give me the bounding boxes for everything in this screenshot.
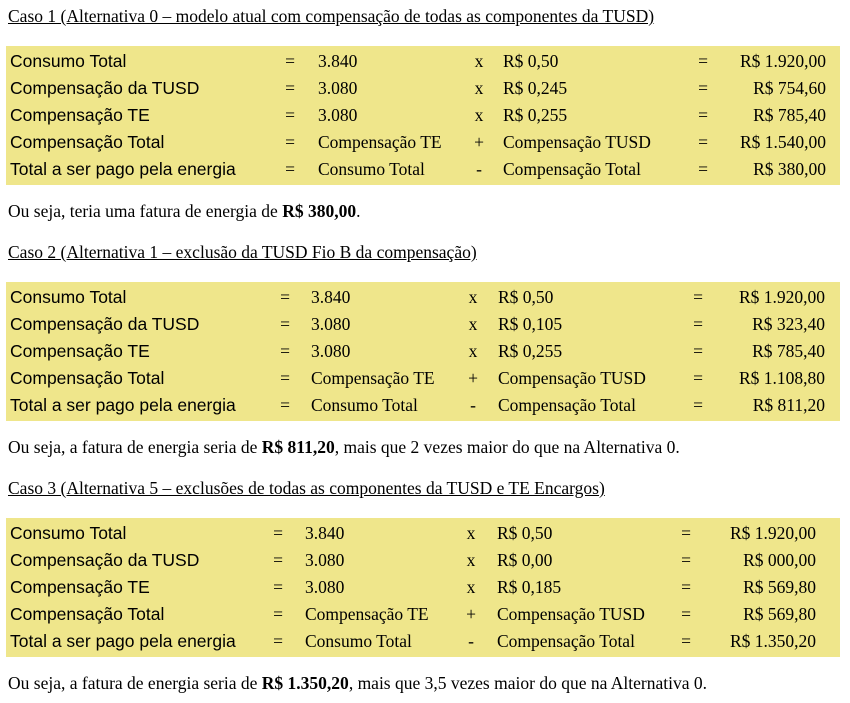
calculation-row bbox=[6, 75, 840, 102]
operand-a: 3.080 bbox=[305, 577, 345, 597]
result-value: R$ 785,40 bbox=[752, 341, 825, 361]
equals-sign: = bbox=[681, 523, 691, 543]
operand-a: Compensação TE bbox=[305, 604, 429, 624]
equals-sign: = bbox=[698, 159, 708, 179]
operand-b: Compensação TUSD bbox=[498, 368, 646, 388]
operand-b: R$ 0,245 bbox=[503, 78, 568, 98]
summary-paragraph bbox=[8, 201, 360, 222]
row-label: Consumo Total bbox=[10, 51, 127, 71]
operator: + bbox=[466, 604, 476, 624]
summary-amount: R$ 380,00 bbox=[282, 201, 357, 221]
result-value: R$ 1.350,20 bbox=[729, 631, 816, 651]
summary-text: Ou seja, a fatura de energia seria de bbox=[8, 673, 262, 693]
calculation-row bbox=[6, 102, 840, 129]
calculation-row bbox=[6, 284, 840, 311]
operand-b: Compensação Total bbox=[498, 395, 636, 415]
equals-sign: = bbox=[280, 395, 290, 415]
equals-sign: = bbox=[273, 523, 283, 543]
equals-sign: = bbox=[681, 604, 691, 624]
row-label: Consumo Total bbox=[10, 523, 127, 543]
row-label: Consumo Total bbox=[10, 287, 127, 307]
operand-b: R$ 0,50 bbox=[498, 287, 554, 307]
operand-a: Consumo Total bbox=[318, 159, 425, 179]
operator: x bbox=[466, 550, 476, 570]
row-label: Compensação TE bbox=[10, 577, 150, 597]
equals-sign: = bbox=[273, 604, 283, 624]
row-label: Total a ser pago pela energia bbox=[10, 631, 236, 651]
operator: - bbox=[470, 395, 476, 415]
equals-sign: = bbox=[285, 132, 295, 152]
equals-sign: = bbox=[285, 78, 295, 98]
calculation-row bbox=[6, 392, 840, 419]
operator: x bbox=[466, 523, 476, 543]
operand-a: 3.840 bbox=[311, 287, 351, 307]
result-value: R$ 1.920,00 bbox=[739, 51, 826, 71]
summary-text: . bbox=[356, 201, 361, 221]
calculation-row bbox=[6, 48, 840, 75]
calculation-row bbox=[6, 574, 840, 601]
operand-a: 3.080 bbox=[305, 550, 345, 570]
operator: x bbox=[474, 105, 484, 125]
operand-b: Compensação TUSD bbox=[497, 604, 645, 624]
row-label: Compensação da TUSD bbox=[10, 550, 200, 570]
operand-a: Compensação TE bbox=[311, 368, 435, 388]
summary-text: Ou seja, a fatura de energia seria de bbox=[8, 437, 262, 457]
result-value: R$ 811,20 bbox=[752, 395, 825, 415]
row-label: Total a ser pago pela energia bbox=[10, 395, 236, 415]
operator: x bbox=[474, 78, 484, 98]
operator: x bbox=[468, 287, 478, 307]
summary-amount: R$ 811,20 bbox=[261, 437, 335, 457]
calculation-row bbox=[6, 547, 840, 574]
result-value: R$ 785,40 bbox=[753, 105, 826, 125]
equals-sign: = bbox=[693, 287, 703, 307]
operand-a: Consumo Total bbox=[311, 395, 418, 415]
calculation-row bbox=[6, 601, 840, 628]
equals-sign: = bbox=[273, 577, 283, 597]
summary-text: Ou seja, teria uma fatura de energia de bbox=[8, 201, 283, 221]
row-label: Total a ser pago pela energia bbox=[10, 159, 236, 179]
result-value: R$ 754,60 bbox=[753, 78, 826, 98]
equals-sign: = bbox=[698, 132, 708, 152]
row-label: Compensação Total bbox=[10, 604, 165, 624]
operand-b: R$ 0,50 bbox=[503, 51, 559, 71]
equals-sign: = bbox=[285, 51, 295, 71]
operator: x bbox=[466, 577, 476, 597]
calculation-row bbox=[6, 520, 840, 547]
calculation-row bbox=[6, 628, 840, 655]
equals-sign: = bbox=[698, 105, 708, 125]
calculation-row bbox=[6, 338, 840, 365]
operand-a: 3.840 bbox=[318, 51, 358, 71]
equals-sign: = bbox=[280, 287, 290, 307]
operand-b: R$ 0,185 bbox=[497, 577, 562, 597]
row-label: Compensação Total bbox=[10, 368, 165, 388]
calculation-table bbox=[6, 46, 840, 185]
operator: - bbox=[468, 631, 474, 651]
result-value: R$ 1.540,00 bbox=[739, 132, 826, 152]
calculation-table bbox=[6, 282, 840, 421]
operand-a: 3.080 bbox=[311, 314, 351, 334]
operand-b: R$ 0,105 bbox=[498, 314, 563, 334]
operator: x bbox=[468, 341, 478, 361]
operand-a: 3.840 bbox=[305, 523, 345, 543]
case-heading: Caso 1 (Alternativa 0 – modelo atual com compensação de todas as componentes da TUSD) bbox=[8, 6, 655, 26]
equals-sign: = bbox=[693, 341, 703, 361]
row-label: Compensação TE bbox=[10, 105, 150, 125]
equals-sign: = bbox=[273, 631, 283, 651]
equals-sign: = bbox=[285, 105, 295, 125]
equals-sign: = bbox=[698, 51, 708, 71]
equals-sign: = bbox=[698, 78, 708, 98]
calculation-row bbox=[6, 365, 840, 392]
row-label: Compensação da TUSD bbox=[10, 78, 200, 98]
operand-b: R$ 0,50 bbox=[497, 523, 553, 543]
calculation-table bbox=[6, 518, 840, 657]
equals-sign: = bbox=[280, 341, 290, 361]
row-label: Compensação TE bbox=[10, 341, 150, 361]
equals-sign: = bbox=[280, 368, 290, 388]
result-value: R$ 380,00 bbox=[753, 159, 826, 179]
result-value: R$ 323,40 bbox=[752, 314, 825, 334]
operand-b: R$ 0,00 bbox=[497, 550, 553, 570]
summary-text: , mais que 2 vezes maior do que na Alternativa 0. bbox=[334, 437, 680, 457]
row-label: Compensação Total bbox=[10, 132, 165, 152]
summary-text: , mais que 3,5 vezes maior do que na Alternativa 0. bbox=[348, 673, 707, 693]
operator: - bbox=[476, 159, 482, 179]
result-value: R$ 1.108,80 bbox=[738, 368, 825, 388]
operator: + bbox=[468, 368, 478, 388]
operand-b: Compensação Total bbox=[497, 631, 635, 651]
operand-b: Compensação TUSD bbox=[503, 132, 651, 152]
operator: x bbox=[474, 51, 484, 71]
result-value: R$ 569,80 bbox=[743, 577, 816, 597]
equals-sign: = bbox=[693, 368, 703, 388]
calculation-row bbox=[6, 156, 840, 183]
operand-a: 3.080 bbox=[318, 78, 358, 98]
calculation-row bbox=[6, 311, 840, 338]
equals-sign: = bbox=[681, 550, 691, 570]
operand-a: Compensação TE bbox=[318, 132, 442, 152]
operator: x bbox=[468, 314, 478, 334]
equals-sign: = bbox=[693, 395, 703, 415]
calculation-row bbox=[6, 129, 840, 156]
result-value: R$ 000,00 bbox=[743, 550, 816, 570]
case-heading: Caso 2 (Alternativa 1 – exclusão da TUSD Fio B da compensação) bbox=[8, 242, 477, 262]
summary-paragraph bbox=[8, 437, 680, 458]
equals-sign: = bbox=[285, 159, 295, 179]
operand-a: Consumo Total bbox=[305, 631, 412, 651]
case-heading: Caso 3 (Alternativa 5 – exclusões de todas as componentes da TUSD e TE Encargos) bbox=[8, 478, 605, 498]
operator: + bbox=[474, 132, 484, 152]
equals-sign: = bbox=[273, 550, 283, 570]
equals-sign: = bbox=[280, 314, 290, 334]
result-value: R$ 1.920,00 bbox=[729, 523, 816, 543]
operand-b: Compensação Total bbox=[503, 159, 641, 179]
operand-a: 3.080 bbox=[311, 341, 351, 361]
operand-a: 3.080 bbox=[318, 105, 358, 125]
operand-b: R$ 0,255 bbox=[503, 105, 568, 125]
operand-b: R$ 0,255 bbox=[498, 341, 563, 361]
row-label: Compensação da TUSD bbox=[10, 314, 200, 334]
result-value: R$ 569,80 bbox=[743, 604, 816, 624]
summary-amount: R$ 1.350,20 bbox=[261, 673, 349, 693]
equals-sign: = bbox=[681, 577, 691, 597]
equals-sign: = bbox=[693, 314, 703, 334]
summary-paragraph bbox=[8, 673, 707, 694]
equals-sign: = bbox=[681, 631, 691, 651]
result-value: R$ 1.920,00 bbox=[738, 287, 825, 307]
